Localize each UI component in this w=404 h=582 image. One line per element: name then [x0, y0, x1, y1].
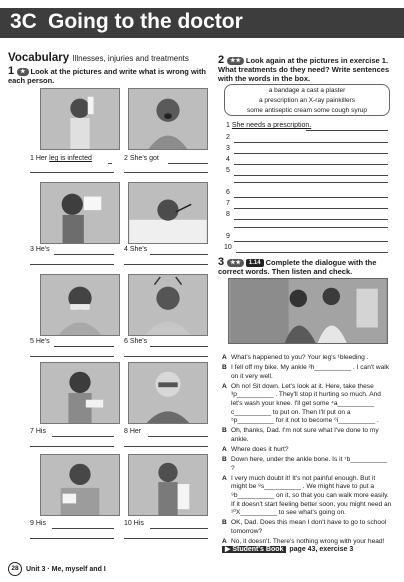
- answer-line[interactable]: [52, 436, 114, 437]
- item-4: 4 She's: [124, 246, 148, 253]
- item-6: 6 She's: [124, 338, 148, 345]
- ex2-line-3: 3: [226, 145, 230, 152]
- footer-unit-text: Unit 3 · Me, myself and I: [26, 565, 106, 573]
- answer-line[interactable]: [236, 252, 388, 253]
- answer-line[interactable]: [234, 197, 388, 198]
- dialogue-line: A What's happened to you? Your leg's ¹bleeding .: [222, 354, 369, 361]
- exercise-1-text: Look at the pictures and write what is wrong with each person.: [8, 67, 206, 85]
- students-book-page: page 43, exercise 3: [289, 546, 354, 553]
- exercise-1-instruction: [8, 67, 208, 85]
- answer-line[interactable]: [124, 264, 208, 265]
- answer-line[interactable]: [30, 264, 114, 265]
- answer-line[interactable]: [124, 356, 208, 357]
- dialogue-line: B Down here, under the ankle bone. Is it ⁷b__________ ?: [222, 456, 387, 472]
- item-2: 2 She's got: [124, 155, 159, 162]
- answer-line[interactable]: [30, 356, 114, 357]
- answer-line[interactable]: [234, 227, 388, 228]
- dialogue-line: A Oh no! Sit down. Let's look at it. Here, take these ³p__________ . They'll stop it hurting so much. And let's wash your knee. I'll get some ⁴a__________ c__________ to put on. Then I'll put on a ⁵p__________ for it not to become ⁶i__________ .: [222, 382, 381, 425]
- dialogue-photo: [228, 278, 388, 344]
- unit-number: 3C: [10, 10, 37, 33]
- answer-line[interactable]: [148, 436, 208, 437]
- answer-line[interactable]: [168, 163, 208, 164]
- ex2-line-1-answer: She needs a prescription.: [231, 122, 312, 129]
- answer-line[interactable]: [30, 172, 114, 173]
- picture-1: [40, 88, 120, 150]
- level-badge: ★★: [227, 259, 244, 267]
- picture-7: [40, 362, 120, 424]
- picture-9: [40, 454, 120, 516]
- page-header-banner: [0, 8, 404, 38]
- ex2-line-8: 8: [226, 211, 230, 218]
- picture-3: [40, 182, 120, 244]
- exercise-2-instruction: [218, 56, 396, 83]
- page-number: 28: [8, 562, 22, 576]
- page-footer: [8, 562, 106, 576]
- word-box: [224, 84, 390, 116]
- vocabulary-subtitle: Illnesses, injuries and treatments: [72, 54, 189, 63]
- dialogue-line: A I very much doubt it! It's not painful enough. But it might be ⁸s__________ . We might have to put a ⁹b__________ on it, so that you can walk more easily. If it doesn't start feeling better soon, you might need an ¹⁰X__________ to see what's going on.: [222, 474, 392, 517]
- dialogue-line: B Oh, thanks, Dad. I'm not sure what I've done to my ankle.: [222, 427, 379, 443]
- dialogue: [222, 354, 392, 548]
- ex2-line-1: 1 She needs a prescription.: [226, 122, 312, 129]
- level-badge: ★★: [227, 57, 244, 65]
- answer-line[interactable]: [108, 163, 112, 164]
- item-10: 10 His: [124, 520, 144, 527]
- item-9: 9 His: [30, 520, 46, 527]
- answer-line[interactable]: [234, 208, 388, 209]
- item-7: 7 His: [30, 428, 46, 435]
- ex2-line-5: 5: [226, 167, 230, 174]
- ex2-line-7: 7: [226, 200, 230, 207]
- answer-line[interactable]: [52, 528, 114, 529]
- answer-line[interactable]: [234, 175, 388, 176]
- exercise-3-text: Complete the dialogue with the correct words. Then listen and check.: [218, 258, 377, 276]
- ex2-line-10: 10: [224, 244, 232, 251]
- ex2-line-6: 6: [226, 189, 230, 196]
- answer-line[interactable]: [306, 130, 388, 131]
- word-box-row: a bandage a cast a plaster: [268, 87, 346, 94]
- answer-line[interactable]: [150, 254, 208, 255]
- answer-line[interactable]: [30, 446, 114, 447]
- picture-2: [128, 88, 208, 150]
- picture-6: [128, 274, 208, 336]
- answer-line[interactable]: [124, 446, 208, 447]
- item-5: 5 He's: [30, 338, 50, 345]
- picture-5: [40, 274, 120, 336]
- dialogue-line: B OK, Dad. Does this mean I don't have to go to school tomorrow?: [222, 519, 387, 535]
- answer-line[interactable]: [150, 528, 208, 529]
- dialogue-line: A Where does it hurt?: [222, 445, 289, 453]
- word-box-row: a prescription an X-ray painkillers: [258, 97, 356, 104]
- exercise-1-number: 1: [8, 65, 15, 77]
- picture-8: [128, 362, 208, 424]
- answer-line[interactable]: [234, 241, 388, 242]
- item-8: 8 Her: [124, 428, 142, 435]
- answer-line[interactable]: [30, 538, 114, 539]
- answer-line[interactable]: [54, 254, 114, 255]
- exercise-3-number: 3: [218, 256, 225, 268]
- picture-4: [128, 182, 208, 244]
- exercise-2-text: Look again at the pictures in exercise 1. What treatments do they need? Write sentences with the words in the box.: [218, 56, 390, 83]
- audio-track-badge: 1.14: [246, 259, 264, 267]
- ex2-line-2: 2: [226, 134, 230, 141]
- picture-10: [128, 454, 208, 516]
- answer-line[interactable]: [234, 153, 388, 154]
- item-1-answer: leg is infected: [49, 155, 92, 162]
- answer-line[interactable]: [234, 164, 388, 165]
- students-book-reference[interactable]: [222, 545, 353, 553]
- vocabulary-heading: [8, 52, 189, 64]
- level-badge: ★: [17, 68, 28, 76]
- item-3: 3 He's: [30, 246, 50, 253]
- answer-line[interactable]: [150, 346, 208, 347]
- answer-line[interactable]: [234, 219, 388, 220]
- answer-line[interactable]: [124, 172, 208, 173]
- page-title: Going to the doctor: [48, 10, 243, 33]
- ex2-line-9: 9: [226, 233, 230, 240]
- students-book-tag: ▶ Student's Book: [222, 546, 286, 553]
- answer-line[interactable]: [54, 346, 114, 347]
- exercise-2-number: 2: [218, 54, 225, 66]
- answer-line[interactable]: [124, 538, 208, 539]
- exercise-3-instruction: [218, 258, 396, 276]
- ex2-line-4: 4: [226, 156, 230, 163]
- dialogue-line: A No, it doesn't. There's nothing wrong with your head!: [222, 537, 385, 545]
- vocabulary-title: Vocabulary: [8, 52, 70, 64]
- answer-line[interactable]: [234, 182, 388, 183]
- dialogue-line: B I fell off my bike. My ankle ²h__________ . I can't walk on it very well.: [222, 364, 390, 380]
- item-1: 1 Her leg is infected: [30, 155, 92, 162]
- answer-line[interactable]: [234, 142, 388, 143]
- word-box-row: some antiseptic cream some cough syrup: [247, 107, 367, 114]
